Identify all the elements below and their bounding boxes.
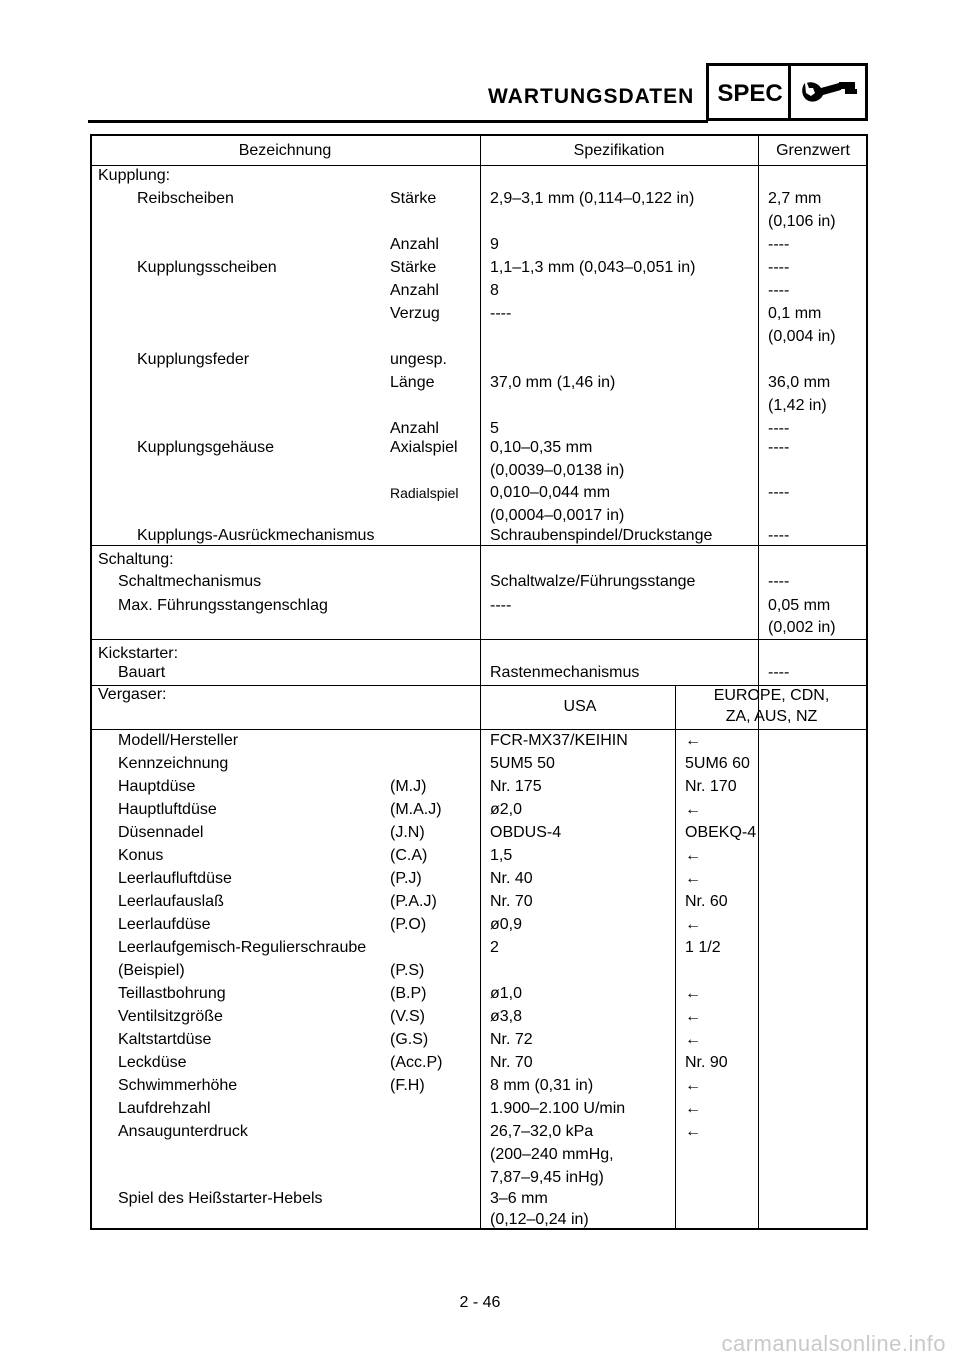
table-cell: 7,87–9,45 inHg) — [490, 1169, 604, 1186]
table-cell: 0,05 mm — [768, 597, 831, 614]
table-cell: 1,5 — [490, 847, 513, 864]
table-cell: ---- — [768, 484, 790, 501]
column-header: Grenzwert — [776, 142, 850, 159]
table-cell: Ansaugunterdruck — [118, 1123, 248, 1140]
table-cell: ø0,9 — [490, 916, 523, 933]
table-cell: (P.O) — [390, 916, 427, 933]
table-cell: ← — [685, 732, 701, 749]
column-header-europe: ZA, AUS, NZ — [725, 708, 818, 725]
table-cell: Laufdrehzahl — [118, 1100, 211, 1117]
table-cell: (0,106 in) — [768, 213, 836, 230]
watermark: carmanualsonline.info — [721, 1331, 946, 1356]
table-cell: Nr. 170 — [685, 778, 737, 795]
spec-badge-label: SPEC — [717, 80, 783, 107]
table-cell: ---- — [768, 259, 790, 276]
table-cell: (P.J) — [390, 870, 422, 887]
table-cell: ---- — [768, 527, 790, 544]
table-cell: (M.A.J) — [390, 801, 442, 818]
table-cell: Konus — [118, 847, 164, 864]
table-cell: (0,12–0,24 in) — [490, 1211, 589, 1228]
table-cell: ← — [685, 1008, 701, 1025]
table-cell: ← — [685, 1100, 701, 1117]
table-cell: Axialspiel — [390, 439, 458, 456]
table-cell: 0,10–0,35 mm — [490, 439, 593, 456]
column-divider — [758, 134, 759, 1230]
table-cell: 9 — [490, 236, 499, 253]
table-cell: Spiel des Heißstarter-Hebels — [118, 1190, 323, 1207]
table-cell: ← — [685, 1123, 701, 1140]
table-cell: 1.900–2.100 U/min — [490, 1100, 626, 1117]
table-cell: ---- — [490, 305, 512, 322]
table-cell: ---- — [768, 282, 790, 299]
table-cell: 37,0 mm (1,46 in) — [490, 374, 616, 391]
table-cell: 3–6 mm — [490, 1190, 548, 1207]
table-cell: ---- — [768, 664, 790, 681]
table-cell: ← — [685, 847, 701, 864]
table-cell: Leerlaufauslaß — [118, 893, 224, 910]
table-cell: ← — [685, 870, 701, 887]
table-cell: Stärke — [390, 259, 437, 276]
table-cell: 36,0 mm — [768, 374, 831, 391]
table-cell: (Acc.P) — [390, 1054, 443, 1071]
table-cell: Ventilsitzgröße — [118, 1008, 223, 1025]
table-cell: (200–240 mmHg, — [490, 1146, 614, 1163]
table-cell: ← — [685, 801, 701, 818]
table-cell: 5UM5 50 — [490, 755, 555, 772]
column-header: Bezeichnung — [238, 142, 332, 159]
table-cell: Länge — [390, 374, 435, 391]
table-cell: Hauptdüse — [118, 778, 196, 795]
table-cell: FCR-MX37/KEIHIN — [490, 732, 628, 749]
table-cell: Kupplungs-Ausrückmechanismus — [137, 527, 375, 544]
table-cell: (0,0039–0,0138 in) — [490, 462, 625, 479]
table-cell: Leckdüse — [118, 1054, 187, 1071]
table-cell: (M.J) — [390, 778, 427, 795]
table-cell: Reibscheiben — [137, 190, 234, 207]
table-cell: Nr. 175 — [490, 778, 542, 795]
table-cell: Kupplungsfeder — [137, 351, 250, 368]
table-cell: 2,7 mm — [768, 190, 822, 207]
spec-table — [90, 134, 868, 1230]
table-cell: ← — [685, 916, 701, 933]
page-number: 2 - 46 — [459, 1294, 501, 1311]
table-cell: Nr. 90 — [685, 1054, 728, 1071]
table-cell: (1,42 in) — [768, 397, 827, 414]
table-cell: ---- — [768, 236, 790, 253]
table-cell: ungesp. — [390, 351, 447, 368]
table-cell: ø2,0 — [490, 801, 523, 818]
table-cell: Nr. 70 — [490, 893, 533, 910]
table-cell: Anzahl — [390, 420, 439, 437]
table-cell: Leerlaufdüse — [118, 916, 211, 933]
table-cell: (F.H) — [390, 1077, 425, 1094]
table-cell: Kaltstartdüse — [118, 1031, 212, 1048]
table-cell: 2 — [490, 939, 499, 956]
table-cell: ← — [685, 1077, 701, 1094]
row-divider — [90, 165, 868, 166]
table-cell: Nr. 72 — [490, 1031, 533, 1048]
table-cell: Nr. 60 — [685, 893, 728, 910]
table-cell: Max. Führungsstangenschlag — [118, 597, 328, 614]
table-cell: 26,7–32,0 kPa — [490, 1123, 594, 1140]
column-divider — [675, 685, 676, 1230]
table-cell: ---- — [768, 420, 790, 437]
table-cell: (P.A.J) — [390, 893, 437, 910]
table-cell: (0,002 in) — [768, 619, 836, 636]
table-cell: 1 1/2 — [685, 939, 721, 956]
wrench-icon — [799, 79, 859, 105]
table-cell: Schaltwalze/Führungsstange — [490, 573, 696, 590]
column-divider — [480, 134, 481, 1230]
table-cell: Anzahl — [390, 236, 439, 253]
table-cell: Schwimmerhöhe — [118, 1077, 238, 1094]
table-cell: (Beispiel) — [118, 962, 185, 979]
table-cell: ---- — [768, 439, 790, 456]
table-cell: (G.S) — [390, 1031, 429, 1048]
table-cell: Kupplung: — [98, 167, 171, 184]
table-cell: OBDUS-4 — [490, 824, 562, 841]
table-cell: Stärke — [390, 190, 437, 207]
table-cell: (P.S) — [390, 962, 425, 979]
spec-badge-divider — [788, 63, 791, 121]
table-cell: (0,0004–0,0017 in) — [490, 507, 625, 524]
table-cell: Nr. 70 — [490, 1054, 533, 1071]
table-cell: (V.S) — [390, 1008, 425, 1025]
table-cell: (C.A) — [390, 847, 428, 864]
table-cell: Hauptluftdüse — [118, 801, 217, 818]
header-rule — [88, 120, 708, 123]
table-cell: (J.N) — [390, 824, 425, 841]
table-cell: 2,9–3,1 mm (0,114–0,122 in) — [490, 190, 695, 207]
table-cell: Leerlaufgemisch-Regulierschraube — [118, 939, 367, 956]
table-cell: Kickstarter: — [98, 645, 179, 662]
column-header-europe: EUROPE, CDN, — [713, 687, 830, 704]
table-cell: OBEKQ-4 — [685, 824, 757, 841]
table-cell: Leerlaufluftdüse — [118, 870, 232, 887]
table-cell: Vergaser: — [98, 686, 167, 703]
table-cell: Teillastbohrung — [118, 985, 226, 1002]
table-cell: 0,010–0,044 mm — [490, 484, 611, 501]
table-cell: (B.P) — [390, 985, 427, 1002]
table-cell: ← — [685, 1031, 701, 1048]
table-cell: Kennzeichnung — [118, 755, 229, 772]
table-cell: 5 — [490, 420, 499, 437]
column-header: Spezifikation — [573, 142, 665, 159]
table-cell: Kupplungsgehäuse — [137, 439, 275, 456]
table-cell: 1,1–1,3 mm (0,043–0,051 in) — [490, 259, 696, 276]
table-cell: Schaltung: — [98, 551, 174, 568]
table-cell: 8 — [490, 282, 499, 299]
table-cell: Schraubenspindel/Druckstange — [490, 527, 713, 544]
table-cell: Verzug — [390, 305, 440, 322]
table-cell: ø3,8 — [490, 1008, 523, 1025]
table-cell: ---- — [490, 597, 512, 614]
table-cell: Nr. 40 — [490, 870, 533, 887]
table-cell: 0,1 mm — [768, 305, 822, 322]
table-cell: (0,004 in) — [768, 328, 836, 345]
table-cell: ---- — [768, 573, 790, 590]
table-cell: Kupplungsscheiben — [137, 259, 277, 276]
table-cell: Düsennadel — [118, 824, 204, 841]
table-cell: Modell/Hersteller — [118, 732, 239, 749]
table-cell: Schaltmechanismus — [118, 573, 262, 590]
table-cell: Radialspiel — [390, 485, 459, 501]
table-cell: ← — [685, 985, 701, 1002]
table-cell: Anzahl — [390, 282, 439, 299]
column-header-usa: USA — [563, 698, 597, 715]
table-cell: 5UM6 60 — [685, 755, 750, 772]
table-cell: 8 mm (0,31 in) — [490, 1077, 594, 1094]
table-cell: Rastenmechanismus — [490, 664, 640, 681]
row-divider — [90, 639, 868, 640]
table-cell: Bauart — [118, 664, 166, 681]
table-cell: ø1,0 — [490, 985, 523, 1002]
page-title: WARTUNGSDATEN — [488, 85, 695, 108]
